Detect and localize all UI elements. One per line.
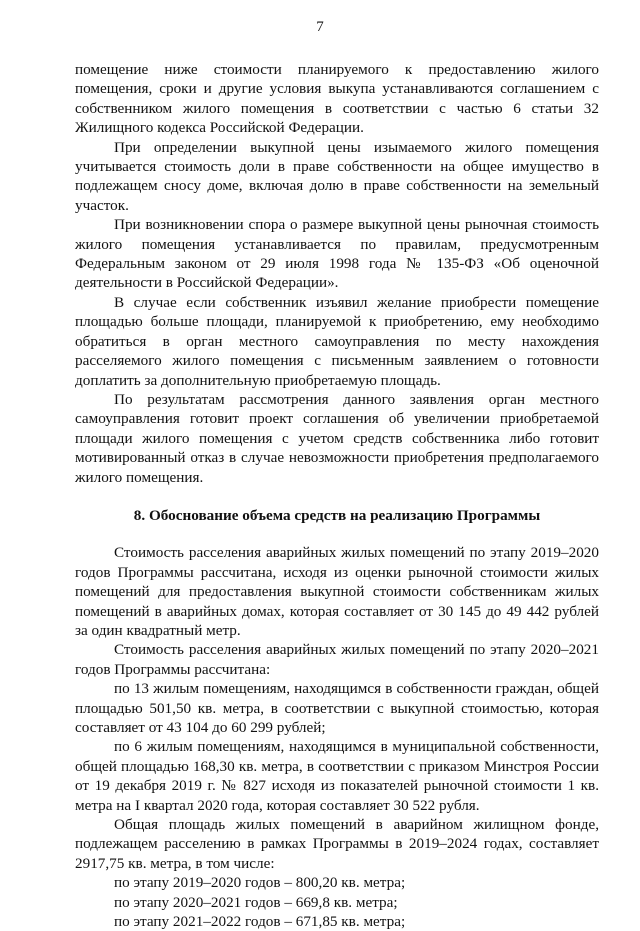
section-heading: 8. Обоснование объема средств на реализацию Программы [133,506,541,524]
paragraph: Стоимость расселения аварийных жилых помещений по этапу 2020–2021 годов Программы рассчитана: [75,641,599,678]
paragraph: В случае если собственник изъявил желание приобрести помещение площадью больше площади, планируемой к приобретению, ему необходимо обратиться в орган местного самоуправления по месту нахождения расселяемого жилого помещения с письменным заявлением о готовности доплатить за дополнительную приобретаемую площадь. [75,293,599,389]
paragraph: Стоимость расселения аварийных жилых помещений по этапу 2019–2020 годов Программы рассчитана, исходя из оценки рыночной стоимости жилых помещений для предоставления выкупной стоимости собственникам жилых помещений в аварийных домах, которая составляет от 30 145 до 49 442 рублей за один квадратный метр. [75,544,599,639]
paragraph: по 6 жилым помещениям, находящимся в муниципальной собственности, общей площадью 168,30 кв. метра, в соответствии с приказом Минстроя России от 19 декабря 2019 г. № 827 исходя из показателей рыночной стоимости 1 кв. метра на I квартал 2020 года, которая составляет 30 522 рубля. [75,738,599,814]
list-item: по этапу 2020–2021 годов – 669,8 кв. метра; [114,893,398,911]
paragraph: По результатам рассмотрения данного заявления орган местного самоуправления готовит проект соглашения об увеличении приобретаемой площади жилого помещения с учетом средств собственника либо готовит мотивированный отказ в случае невозможности приобретения предполагаемого жилого помещения. [75,390,599,486]
list-item: по этапу 2021–2022 годов – 671,85 кв. метра; [114,913,406,931]
document-body [75,60,599,931]
paragraph: Общая площадь жилых помещений в аварийном жилищном фонде, подлежащем расселению в рамках Программы в 2019–2024 годах, составляет 2917,75 кв. метра, в том числе: [75,816,599,872]
page-number: 7 [316,19,324,35]
paragraph: При возникновении спора о размере выкупной цены рыночная стоимость жилого помещения устанавливается по правилам, предусмотренным Федеральным законом от 29 июля 1998 года № 135-ФЗ «Об оценочной деятельности в Российской Федерации». [75,216,599,292]
paragraph: по 13 жилым помещениям, находящимся в собственности граждан, общей площадью 501,50 кв. метра, в соответствии с выкупной стоимостью, которая составляет от 43 104 до 60 299 рублей; [75,680,599,736]
paragraph: При определении выкупной цены изымаемого жилого помещения учитывается стоимость доли в праве собственности на общее имущество в подлежащем сносу доме, включая долю в праве собственности на земельный участок. [75,138,599,214]
paragraph-continuation: помещение ниже стоимости планируемого к предоставлению жилого помещения, сроки и другие условия выкупа устанавливаются соглашением с собственником жилого помещения в соответствии с частью 6 статьи 32 Жилищного кодекса Российской Федерации. [75,61,599,137]
list-item: по этапу 2019–2020 годов – 800,20 кв. метра; [114,874,406,892]
